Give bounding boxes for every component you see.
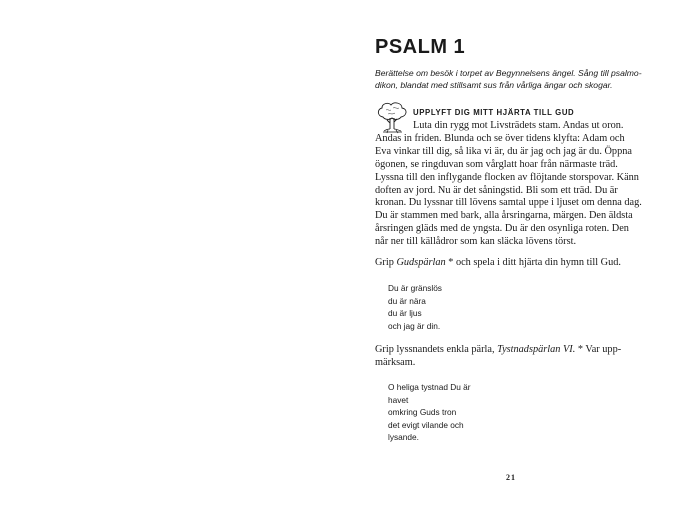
verse-line: lysande.	[388, 432, 419, 443]
text-line: Luta din rygg mot Livsträdets stam. Andas ut oron.	[413, 120, 624, 131]
section-heading: UPPLYFT DIG MITT HJÄRTA TILL GUD	[413, 108, 575, 117]
text-line: når ner till källådror som kan släcka lövens törst.	[375, 236, 577, 248]
verse-line: havet	[388, 394, 409, 405]
verse-line: du är nära	[388, 295, 426, 306]
page-number: 21	[506, 473, 516, 482]
verse-line: Du är gränslös	[388, 283, 442, 293]
text-line: årsringen gläds med de yngsta. Du är den osynliga roten. Den	[375, 223, 629, 235]
text-line: kronan. Du lyssnar till lövens samtal uppe i ljuset om denna dag.	[375, 197, 642, 209]
text-line	[375, 344, 657, 357]
verse-line: och jag är din.	[388, 320, 441, 331]
text-run: * Var upp-	[575, 344, 622, 355]
page-title: PSALM 1	[375, 36, 466, 58]
text-run-italic: Tystnadspärlan VI.	[497, 344, 576, 355]
verse-line: det evigt vilande och	[388, 419, 464, 430]
verse-line: O heliga tystnad Du är	[388, 382, 471, 392]
subtitle-line: Berättelse om besök i torpet av Begynnelsens ängel. Sång till psalmo-	[375, 68, 642, 78]
text-line: Lyssna till den inflygande flocken av flöjtande storspovar. Känn	[375, 171, 639, 183]
text-line: Andas in friden. Blunda och se över tidens klyfta: Adam och	[375, 132, 625, 144]
text-run: Grip lyssnandets enkla pärla,	[375, 344, 498, 355]
paragraph-tystnadsparlan	[375, 344, 657, 370]
text-line	[375, 257, 657, 270]
verse-block-2	[388, 381, 471, 444]
subtitle-line: dikon, blandat med stillsamt sus från vårliga ängar och skogar.	[375, 80, 613, 90]
text-run: Grip	[375, 257, 397, 268]
text-line: ögonen, se ringduvan som vårglatt hoar från närmaste träd.	[375, 158, 618, 170]
verse-line: omkring Guds tron	[388, 407, 457, 418]
text-run-italic: Gudspärlan	[396, 257, 446, 268]
paragraph-gudsparlan	[375, 257, 657, 270]
text-line: Du är stammen med bark, alla årsringarna, märgen. Den äldsta	[375, 210, 633, 222]
text-line: Eva vinkar till dig, så lika vi är, du är jag och jag är du. Öppna	[375, 145, 632, 157]
verse-line: du är ljus	[388, 308, 422, 319]
text-line: märksam.	[375, 356, 416, 368]
book-page	[340, 0, 680, 510]
text-run: * och spela i ditt hjärta din hymn till Gud.	[445, 257, 621, 268]
page-subtitle	[375, 67, 650, 91]
text-line: doften av jord. Nu är det såningstid. Bli som ett träd. Du är	[375, 184, 618, 196]
paragraph-main	[375, 120, 657, 249]
verse-block-1	[388, 282, 442, 332]
